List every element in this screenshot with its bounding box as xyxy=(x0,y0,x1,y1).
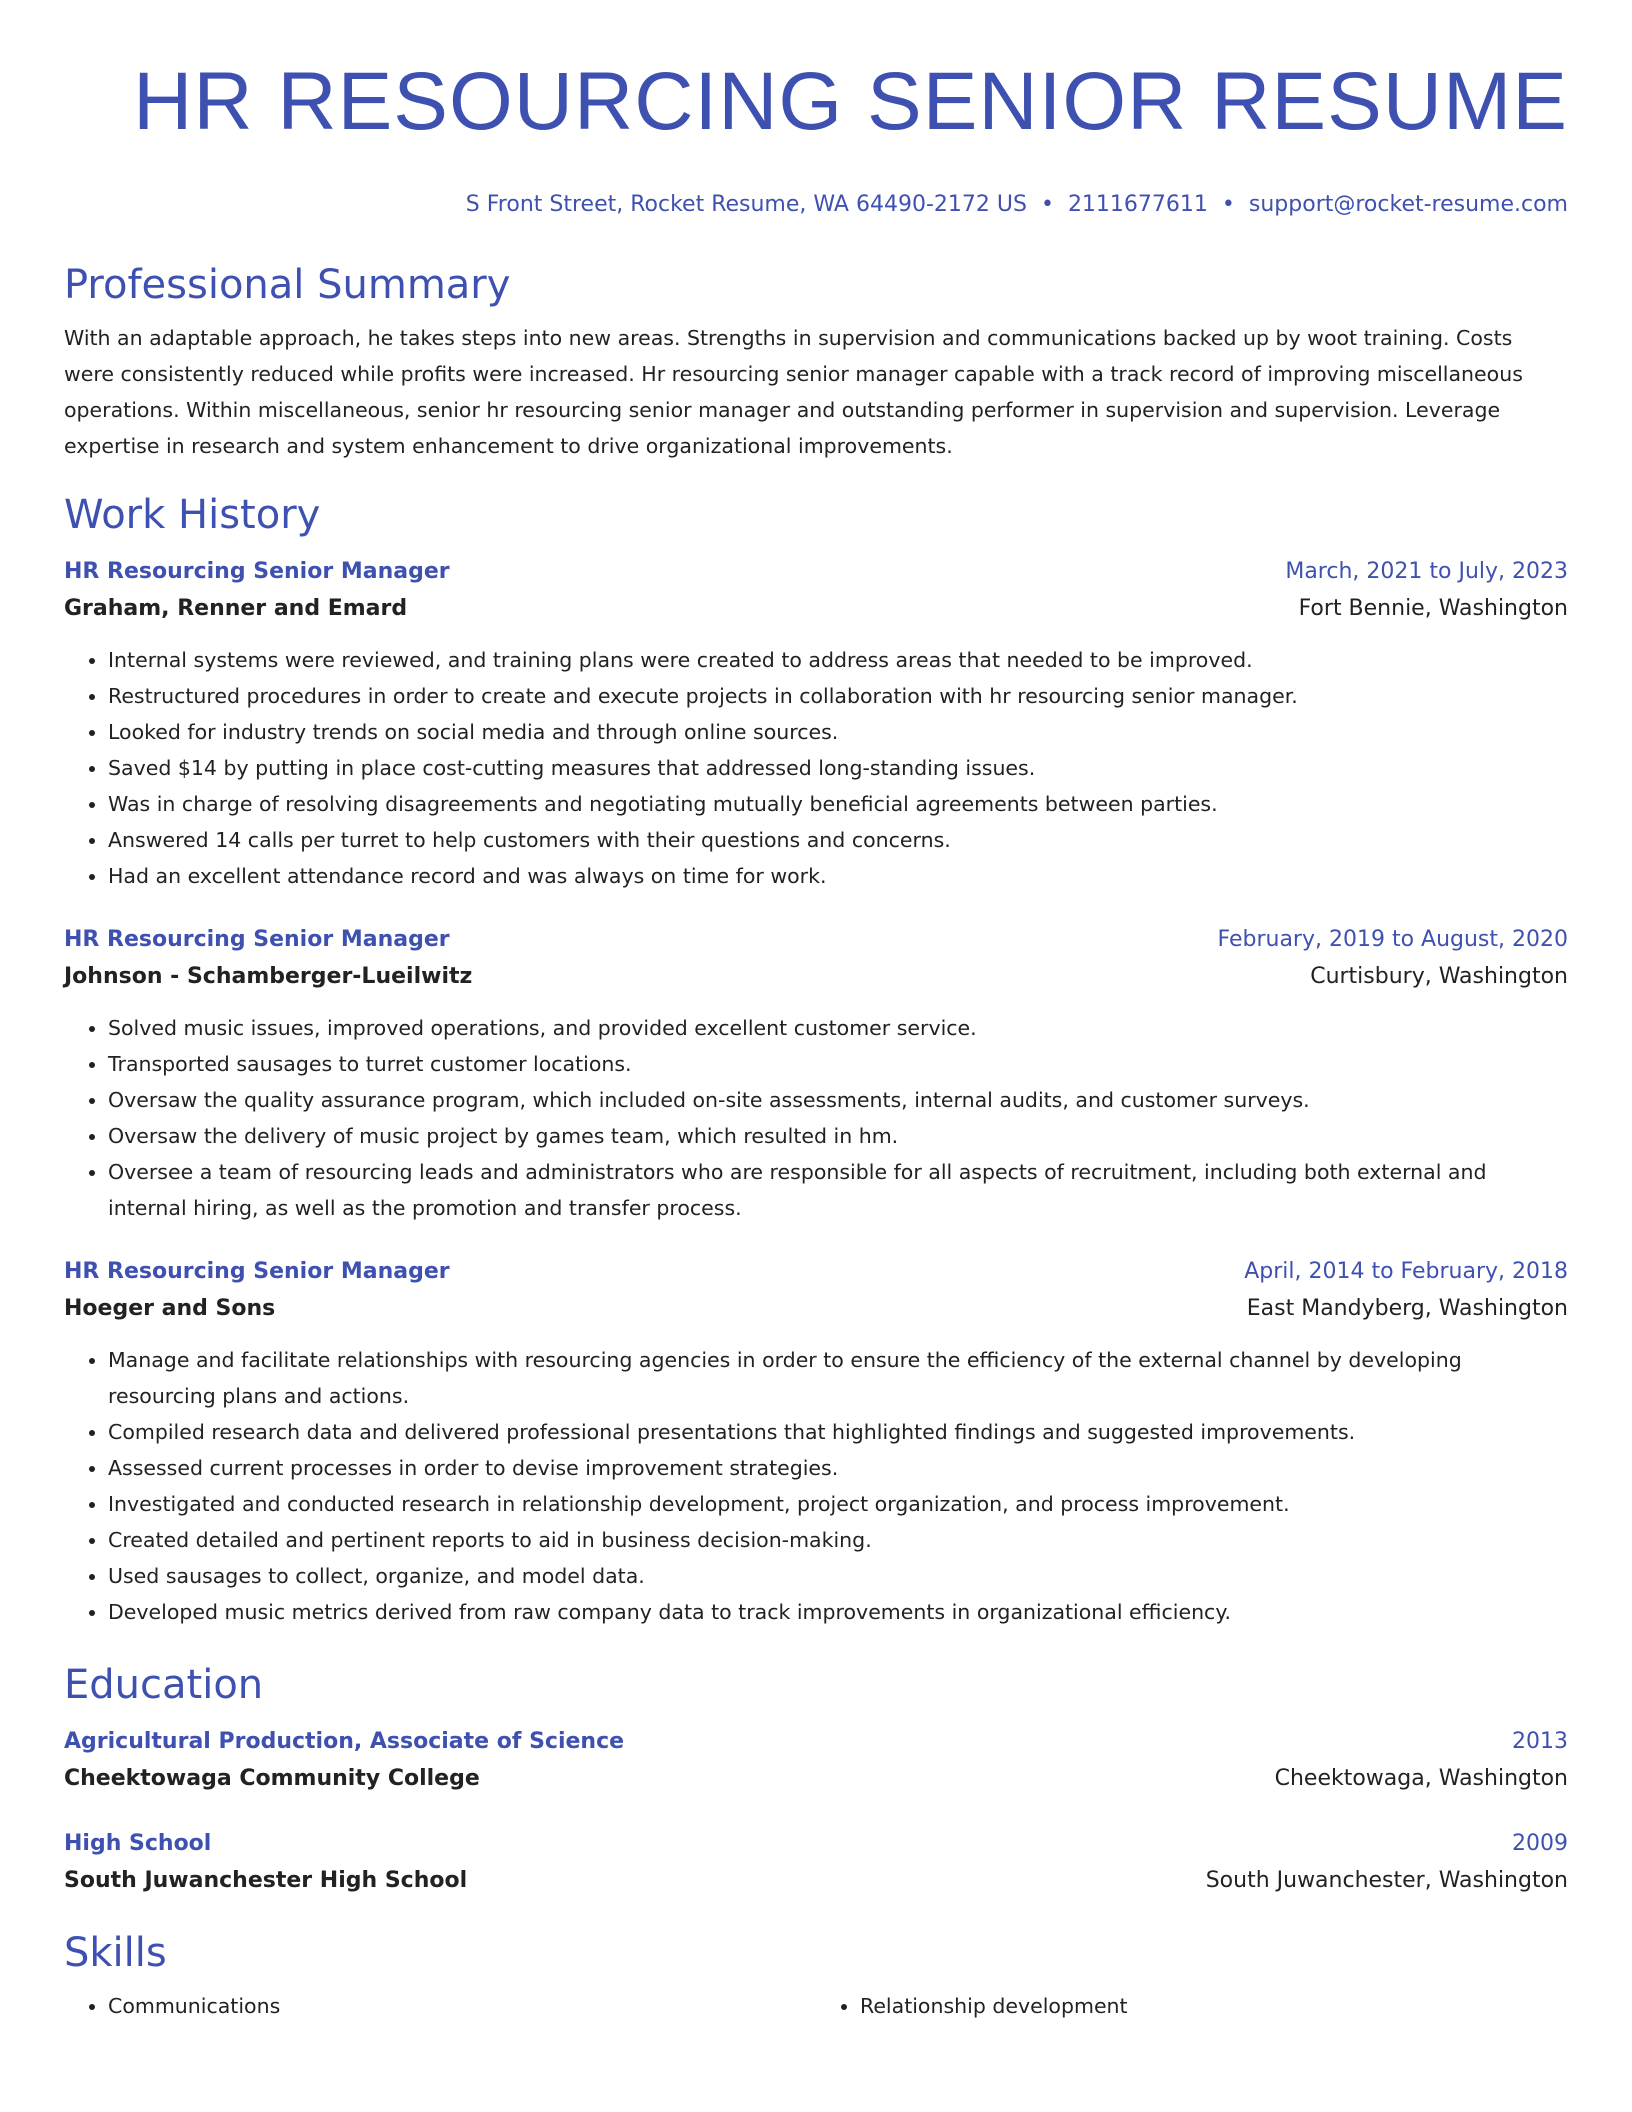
job-entry xyxy=(64,554,1568,894)
job-bullet: • Investigated and conducted research in relationship development, project organization, and process improvement. xyxy=(108,1486,1568,1522)
job-location: Curtisbury, Washington xyxy=(1310,964,1568,989)
education-school: Cheektowaga Community College xyxy=(64,1766,480,1791)
job-bullet: • Created detailed and pertinent reports to aid in business decision-making. xyxy=(108,1522,1568,1558)
contact-separator: • xyxy=(1221,192,1235,217)
job-bullet: • Transported sausages to turret customer locations. xyxy=(108,1046,1568,1082)
job-bullet: • Oversaw the quality assurance program, which included on-site assessments, internal audits, and customer surveys. xyxy=(108,1082,1568,1118)
job-dates: February, 2019 to August, 2020 xyxy=(1217,927,1568,952)
job-dates: April, 2014 to February, 2018 xyxy=(1244,1259,1568,1284)
work-history-heading: Work History xyxy=(64,492,321,538)
job-bullet: • Developed music metrics derived from raw company data to track improvements in organizational efficiency. xyxy=(108,1594,1568,1630)
job-bullet: • Saved $14 by putting in place cost-cutting measures that addressed long-standing issues. xyxy=(108,750,1568,786)
job-bullet: • Answered 14 calls per turret to help customers with their questions and concerns. xyxy=(108,822,1568,858)
education-entry xyxy=(64,1724,1568,1798)
job-entry xyxy=(64,922,1568,1226)
job-bullet: • Restructured procedures in order to create and execute projects in collaboration with hr resourcing senior manager. xyxy=(108,678,1568,714)
job-bullet: • Compiled research data and delivered professional presentations that highlighted findings and suggested improvements. xyxy=(108,1414,1568,1450)
education-year: 2013 xyxy=(1512,1729,1568,1754)
job-bullet: • Used sausages to collect, organize, and model data. xyxy=(108,1558,1568,1594)
education-year: 2009 xyxy=(1512,1831,1568,1856)
job-role: HR Resourcing Senior Manager xyxy=(64,927,450,952)
job-bullets xyxy=(64,1010,1568,1226)
job-location: East Mandyberg, Washington xyxy=(1246,1296,1568,1321)
job-company: Graham, Renner and Emard xyxy=(64,596,408,621)
job-bullet: • Assessed current processes in order to devise improvement strategies. xyxy=(108,1450,1568,1486)
contact-address: S Front Street, Rocket Resume, WA 64490-2172 US xyxy=(465,192,1027,217)
job-bullets xyxy=(64,642,1568,894)
resume-title: HR RESOURCING SENIOR RESUME xyxy=(133,56,1568,147)
skills-list xyxy=(64,1988,1568,2024)
job-company: Johnson - Schamberger-Lueilwitz xyxy=(64,964,473,989)
resume-page xyxy=(64,0,1568,2024)
contact-email[interactable]: support@rocket-resume.com xyxy=(1248,192,1568,217)
summary-heading: Professional Summary xyxy=(64,262,511,308)
job-bullet: • Solved music issues, improved operations, and provided excellent customer service. xyxy=(108,1010,1568,1046)
job-dates: March, 2021 to July, 2023 xyxy=(1285,559,1568,584)
skill-item: • Communications xyxy=(108,1988,816,2024)
education-degree: High School xyxy=(64,1831,212,1856)
job-bullet: • Looked for industry trends on social media and through online sources. xyxy=(108,714,1568,750)
education-location: South Juwanchester, Washington xyxy=(1205,1868,1568,1893)
skills-column-left xyxy=(64,1988,816,2024)
education-entry xyxy=(64,1826,1568,1900)
job-bullets xyxy=(64,1342,1568,1630)
job-bullet: • Was in charge of resolving disagreements and negotiating mutually beneficial agreements between parties. xyxy=(108,786,1568,822)
job-role: HR Resourcing Senior Manager xyxy=(64,1259,450,1284)
summary-text: With an adaptable approach, he takes steps into new areas. Strengths in supervision and communications backed up by woot training. Costs were consistently reduced while profits were increased. Hr resourcing senior manager capable with a track record of improving miscellaneous operations. Within miscellaneous, senior hr resourcing senior manager and outstanding performer in supervision and supervision. Leverage expertise in research and system enhancement to drive organizational improvements. xyxy=(64,326,1523,458)
job-bullet: • Oversee a team of resourcing leads and administrators who are responsible for all aspects of recruitment, including both external and internal hiring, as well as the promotion and transfer process. xyxy=(108,1154,1568,1226)
education-location: Cheektowaga, Washington xyxy=(1274,1766,1568,1791)
contact-separator: • xyxy=(1040,192,1054,217)
job-role: HR Resourcing Senior Manager xyxy=(64,559,450,584)
skill-item: • Relationship development xyxy=(860,1988,1568,2024)
job-entry xyxy=(64,1254,1568,1630)
job-bullet: • Had an excellent attendance record and was always on time for work. xyxy=(108,858,1568,894)
education-school: South Juwanchester High School xyxy=(64,1868,468,1893)
contact-phone: 2111677611 xyxy=(1067,192,1208,217)
education-degree: Agricultural Production, Associate of Science xyxy=(64,1729,625,1754)
skills-column-right xyxy=(816,1988,1568,2024)
contact-line xyxy=(64,190,1568,220)
job-bullet: • Internal systems were reviewed, and training plans were created to address areas that needed to be improved. xyxy=(108,642,1568,678)
job-location: Fort Bennie, Washington xyxy=(1298,596,1568,621)
job-company: Hoeger and Sons xyxy=(64,1296,276,1321)
education-heading: Education xyxy=(64,1662,264,1708)
job-bullet: • Oversaw the delivery of music project by games team, which resulted in hm. xyxy=(108,1118,1568,1154)
job-bullet: • Manage and facilitate relationships with resourcing agencies in order to ensure the efficiency of the external channel by developing resourcing plans and actions. xyxy=(108,1342,1568,1414)
skills-heading: Skills xyxy=(64,1930,167,1976)
